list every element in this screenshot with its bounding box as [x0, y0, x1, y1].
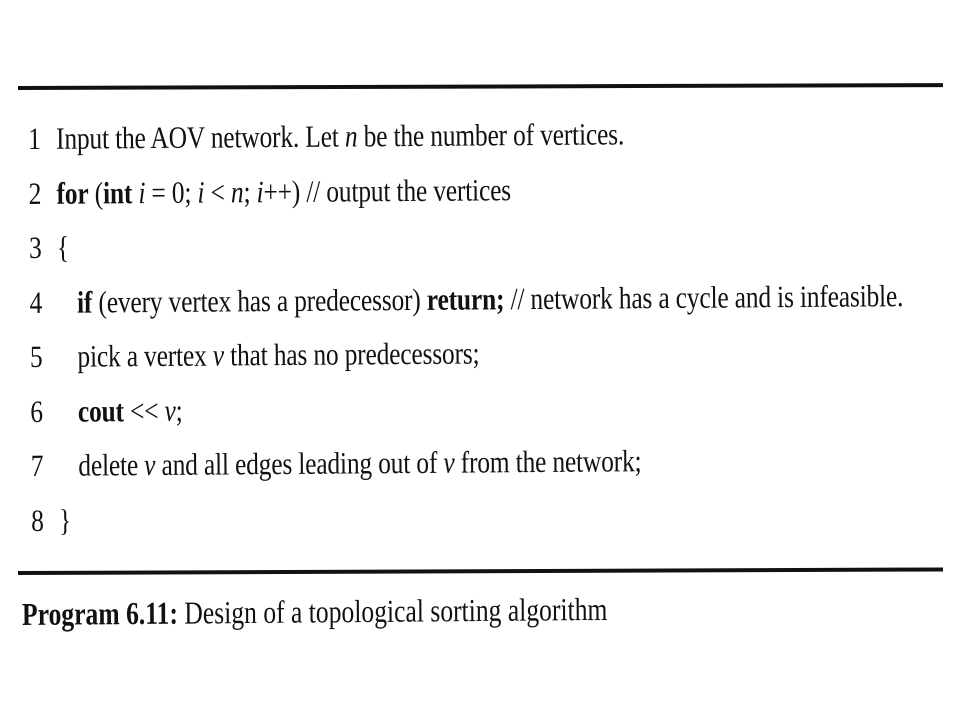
code-text: // network has a cycle and is infeasible. — [504, 277, 904, 316]
keyword-return: return; — [426, 280, 505, 317]
variable-i: i — [256, 173, 264, 209]
keyword-int: int — [102, 174, 133, 210]
line-number: 5 — [29, 338, 43, 374]
code-line-6 — [30, 379, 781, 439]
code-text: ( — [88, 174, 104, 211]
line-number: 3 — [28, 229, 42, 265]
caption-text: Design of a topological sorting algorithm — [177, 590, 608, 631]
variable-v: v — [212, 337, 225, 373]
code-line-1 — [28, 106, 779, 166]
variable-i: i — [197, 174, 205, 210]
program-caption — [22, 591, 608, 633]
line-number: 4 — [29, 284, 43, 320]
code-text: delete — [78, 447, 145, 483]
variable-n: n — [230, 173, 244, 209]
code-text: be the number of vertices. — [357, 116, 625, 154]
line-number: 8 — [31, 502, 44, 538]
line-number: 7 — [30, 447, 44, 483]
variable-v: v — [144, 447, 156, 483]
algorithm-listing — [28, 105, 946, 548]
code-text: from the network; — [454, 443, 642, 480]
line-number: 6 — [30, 393, 44, 429]
code-text: that has no predecessors; — [223, 335, 480, 373]
code-line-2 — [28, 161, 779, 221]
variable-n: n — [344, 118, 358, 154]
code-line-7 — [31, 433, 782, 493]
code-text: ; — [243, 173, 257, 209]
line-number: 1 — [28, 120, 41, 156]
code-text: { — [56, 229, 70, 265]
code-text: = 0; — [145, 174, 198, 210]
variable-v: v — [443, 444, 455, 480]
variable-i: i — [138, 174, 146, 210]
code-text: ; — [175, 392, 183, 428]
code-text: << — [123, 392, 165, 428]
code-text: (every vertex has a predecessor) — [92, 281, 427, 320]
keyword-cout: cout — [77, 392, 124, 429]
keyword-if: if — [76, 284, 93, 320]
keyword-for: for — [56, 175, 89, 211]
code-line-5 — [30, 324, 781, 384]
code-text: pick a vertex — [77, 337, 213, 374]
code-line-4 — [29, 270, 904, 330]
code-line-3 — [29, 215, 780, 275]
code-text: } — [58, 502, 72, 538]
code-text: ++) // output the vertices — [263, 171, 512, 209]
code-text: < — [204, 173, 232, 210]
line-number: 2 — [28, 175, 42, 211]
caption-label: Program 6.11: — [21, 594, 179, 632]
code-line-8 — [31, 488, 782, 548]
code-text: and all edges leading out of — [155, 444, 444, 483]
code-text: Input the AOV network. Let — [55, 118, 346, 156]
bottom-rule — [18, 567, 943, 575]
top-rule — [18, 83, 943, 90]
variable-v: v — [164, 392, 176, 428]
